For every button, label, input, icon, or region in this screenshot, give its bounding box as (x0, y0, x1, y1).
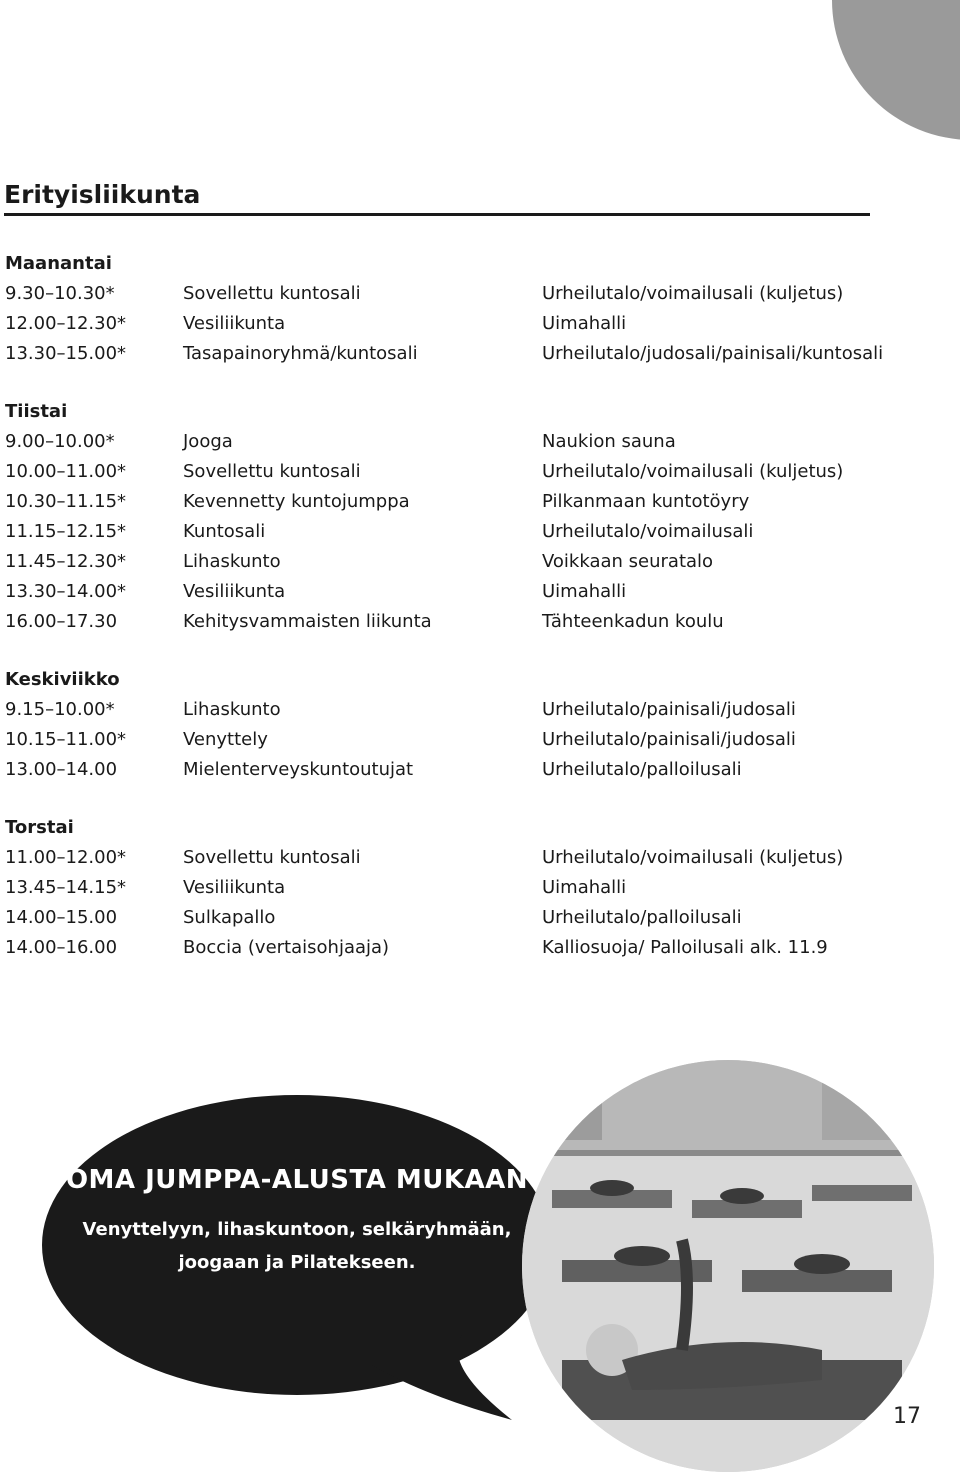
schedule-row (5, 309, 905, 339)
schedule-row (5, 903, 905, 933)
time-cell: 10.15–11.00* (5, 729, 127, 750)
activity-cell: Lihaskunto (183, 551, 281, 572)
location-cell: Urheilutalo/voimailusali (kuljetus) (542, 283, 844, 304)
time-cell: 11.15–12.15* (5, 521, 127, 542)
location-cell: Tähteenkadun koulu (542, 611, 724, 632)
schedule (5, 249, 905, 991)
title-underline (4, 213, 870, 216)
time-cell: 10.30–11.15* (5, 491, 127, 512)
speech-bubble (42, 1095, 592, 1425)
time-cell: 13.00–14.00 (5, 759, 118, 780)
day-section (5, 249, 905, 369)
time-cell: 10.00–11.00* (5, 461, 127, 482)
schedule-row (5, 695, 905, 725)
schedule-row (5, 517, 905, 547)
speech-bubble-text (42, 1165, 552, 1279)
activity-cell: Lihaskunto (183, 699, 281, 720)
day-title: Keskiviikko (5, 669, 120, 690)
bubble-heading: OMA JUMPPA-ALUSTA MUKAAN (65, 1165, 529, 1195)
location-cell: Urheilutalo/voimailusali (542, 521, 754, 542)
page-title: Erityisliikunta (4, 180, 201, 209)
schedule-row (5, 457, 905, 487)
activity-cell: Vesiliikunta (183, 877, 286, 898)
day-section (5, 665, 905, 785)
time-cell: 9.15–10.00* (5, 699, 115, 720)
activity-cell: Venyttely (183, 729, 268, 750)
time-cell: 14.00–15.00 (5, 907, 118, 928)
location-cell: Voikkaan seuratalo (542, 551, 714, 572)
time-cell: 13.30–14.00* (5, 581, 127, 602)
schedule-row (5, 339, 905, 369)
corner-decoration-circle (832, 0, 960, 140)
location-cell: Urheilutalo/palloilusali (542, 759, 742, 780)
gym-class-illustration (522, 1060, 934, 1472)
day-title: Maanantai (5, 253, 112, 274)
bubble-subtext: Venyttelyyn, lihaskuntoon, selkäryhmään, joogaan ja Pilatekseen. (82, 1219, 512, 1273)
activity-cell: Sovellettu kuntosali (183, 283, 361, 304)
time-cell: 16.00–17.30 (5, 611, 118, 632)
time-cell: 14.00–16.00 (5, 937, 118, 958)
time-cell: 11.00–12.00* (5, 847, 127, 868)
exercise-photo (522, 1060, 934, 1472)
activity-cell: Jooga (183, 431, 233, 452)
time-cell: 13.30–15.00* (5, 343, 127, 364)
location-cell: Pilkanmaan kuntotöyry (542, 491, 750, 512)
activity-cell: Kehitysvammaisten liikunta (183, 611, 432, 632)
time-cell: 9.30–10.30* (5, 283, 115, 304)
location-cell: Naukion sauna (542, 431, 676, 452)
schedule-row (5, 933, 905, 963)
activity-cell: Kuntosali (183, 521, 266, 542)
location-cell: Uimahalli (542, 581, 627, 602)
activity-cell: Boccia (vertaisohjaaja) (183, 937, 390, 958)
activity-cell: Sulkapallo (183, 907, 276, 928)
activity-cell: Vesiliikunta (183, 313, 286, 334)
page-number: 17 (893, 1404, 921, 1429)
activity-cell: Mielenterveyskuntoutujat (183, 759, 414, 780)
day-title: Tiistai (5, 401, 68, 422)
time-cell: 9.00–10.00* (5, 431, 115, 452)
time-cell: 12.00–12.30* (5, 313, 127, 334)
activity-cell: Sovellettu kuntosali (183, 847, 361, 868)
location-cell: Uimahalli (542, 877, 627, 898)
location-cell: Urheilutalo/painisali/judosali (542, 729, 796, 750)
schedule-row (5, 725, 905, 755)
schedule-row (5, 755, 905, 785)
schedule-row (5, 279, 905, 309)
schedule-row (5, 843, 905, 873)
activity-cell: Sovellettu kuntosali (183, 461, 361, 482)
schedule-row (5, 577, 905, 607)
location-cell: Urheilutalo/palloilusali (542, 907, 742, 928)
location-cell: Urheilutalo/voimailusali (kuljetus) (542, 847, 844, 868)
location-cell: Uimahalli (542, 313, 627, 334)
time-cell: 13.45–14.15* (5, 877, 127, 898)
location-cell: Kalliosuoja/ Palloilusali alk. 11.9 (542, 937, 828, 958)
activity-cell: Kevennetty kuntojumppa (183, 491, 410, 512)
schedule-row (5, 607, 905, 637)
schedule-row (5, 873, 905, 903)
day-title: Torstai (5, 817, 74, 838)
schedule-row (5, 487, 905, 517)
schedule-row (5, 427, 905, 457)
location-cell: Urheilutalo/voimailusali (kuljetus) (542, 461, 844, 482)
time-cell: 11.45–12.30* (5, 551, 127, 572)
location-cell: Urheilutalo/painisali/judosali (542, 699, 796, 720)
location-cell: Urheilutalo/judosali/painisali/kuntosali (542, 343, 884, 364)
day-section (5, 813, 905, 963)
day-section (5, 397, 905, 637)
schedule-row (5, 547, 905, 577)
activity-cell: Tasapainoryhmä/kuntosali (183, 343, 418, 364)
activity-cell: Vesiliikunta (183, 581, 286, 602)
